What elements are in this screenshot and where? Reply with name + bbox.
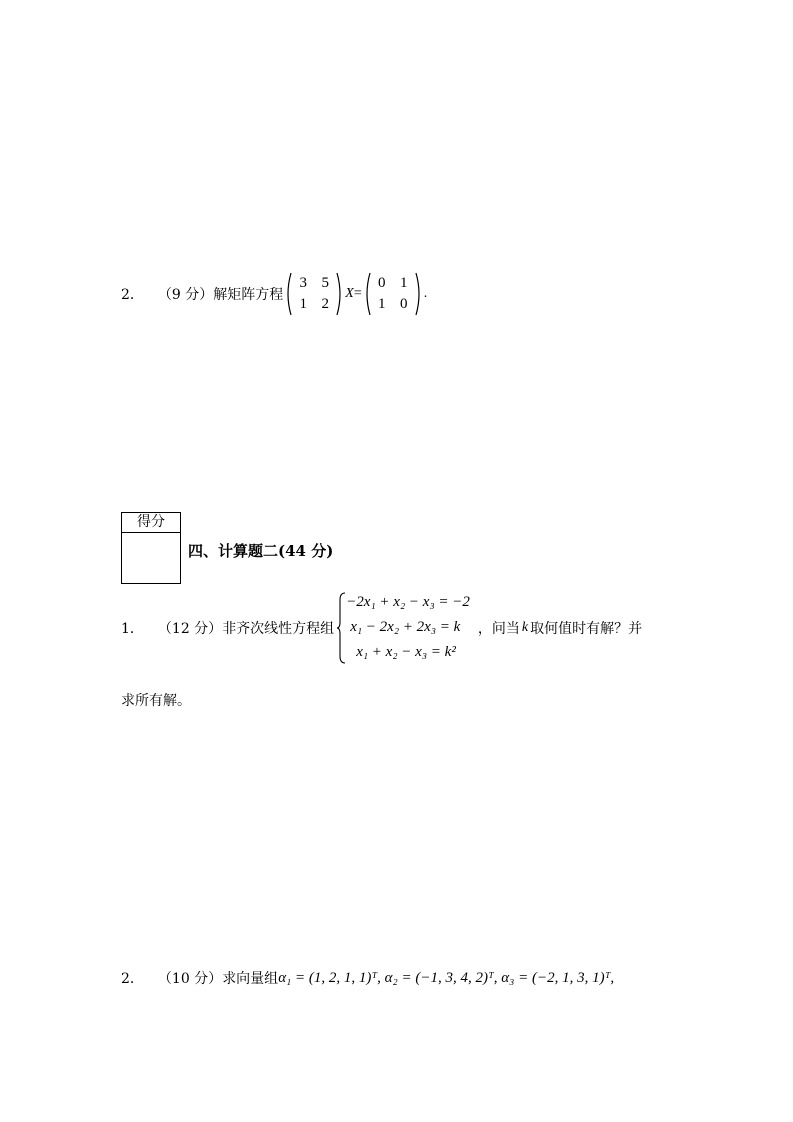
matrix-b: [364, 272, 422, 316]
right-paren-icon: [336, 272, 343, 316]
question-text-after-2: 取何值时有解？并: [530, 620, 643, 637]
score-box: [121, 512, 181, 584]
question-1-continuation: 求所有解。: [121, 693, 191, 709]
equation-2: x₁ − 2x₂ + 2x₃ = k: [350, 619, 461, 635]
question-1-linear-system: [121, 590, 642, 665]
vector-definitions: α₁ = (1, 2, 1, 1)ᵀ, α₂ = (−1, 3, 4, 2)ᵀ, α₃ = (−2, 1, 3, 1)ᵀ,: [278, 969, 615, 986]
right-paren-icon: [415, 272, 422, 316]
question-points: （9 分）: [157, 287, 214, 303]
matrix-a: [285, 272, 343, 316]
question-text: 求向量组: [222, 971, 279, 987]
equation-1: −2x₁ + x₂ − x₃ = −2: [346, 594, 470, 610]
left-paren-icon: [364, 272, 371, 316]
left-brace-icon: [336, 592, 346, 664]
matrix-cell: 3: [299, 275, 308, 291]
question-number: 1．: [121, 620, 144, 637]
question-text-after: ，问当: [477, 620, 520, 637]
section-title: 四、计算题二(44 分): [188, 542, 334, 560]
left-paren-icon: [285, 272, 292, 316]
question-2-matrix-equation: [121, 272, 427, 316]
score-label: 得分: [122, 513, 180, 533]
question-points: （12 分）: [157, 620, 223, 637]
matrix-cell: 1: [400, 275, 408, 291]
matrix-cell: 0: [400, 296, 408, 312]
question-2-vector-group: [121, 968, 614, 988]
question-number: 2．: [121, 287, 144, 303]
matrix-cell: 0: [378, 275, 386, 291]
period: .: [423, 286, 428, 301]
matrix-cell: 5: [321, 275, 330, 291]
variable-k: k: [521, 619, 529, 635]
equation-3: x₁ + x₂ − x₃ = k²: [356, 644, 456, 660]
question-text: 解矩阵方程: [213, 287, 284, 303]
unknown-x: X: [345, 286, 354, 301]
matrix-cell: 1: [378, 296, 386, 312]
equation-system: [336, 590, 470, 665]
matrix-cell: 2: [321, 296, 330, 312]
equals-sign: =: [353, 286, 362, 301]
question-number: 2．: [121, 971, 144, 987]
question-points: （10 分）: [157, 971, 223, 987]
matrix-cell: 1: [299, 296, 308, 312]
question-text: 非齐次线性方程组: [222, 620, 335, 637]
